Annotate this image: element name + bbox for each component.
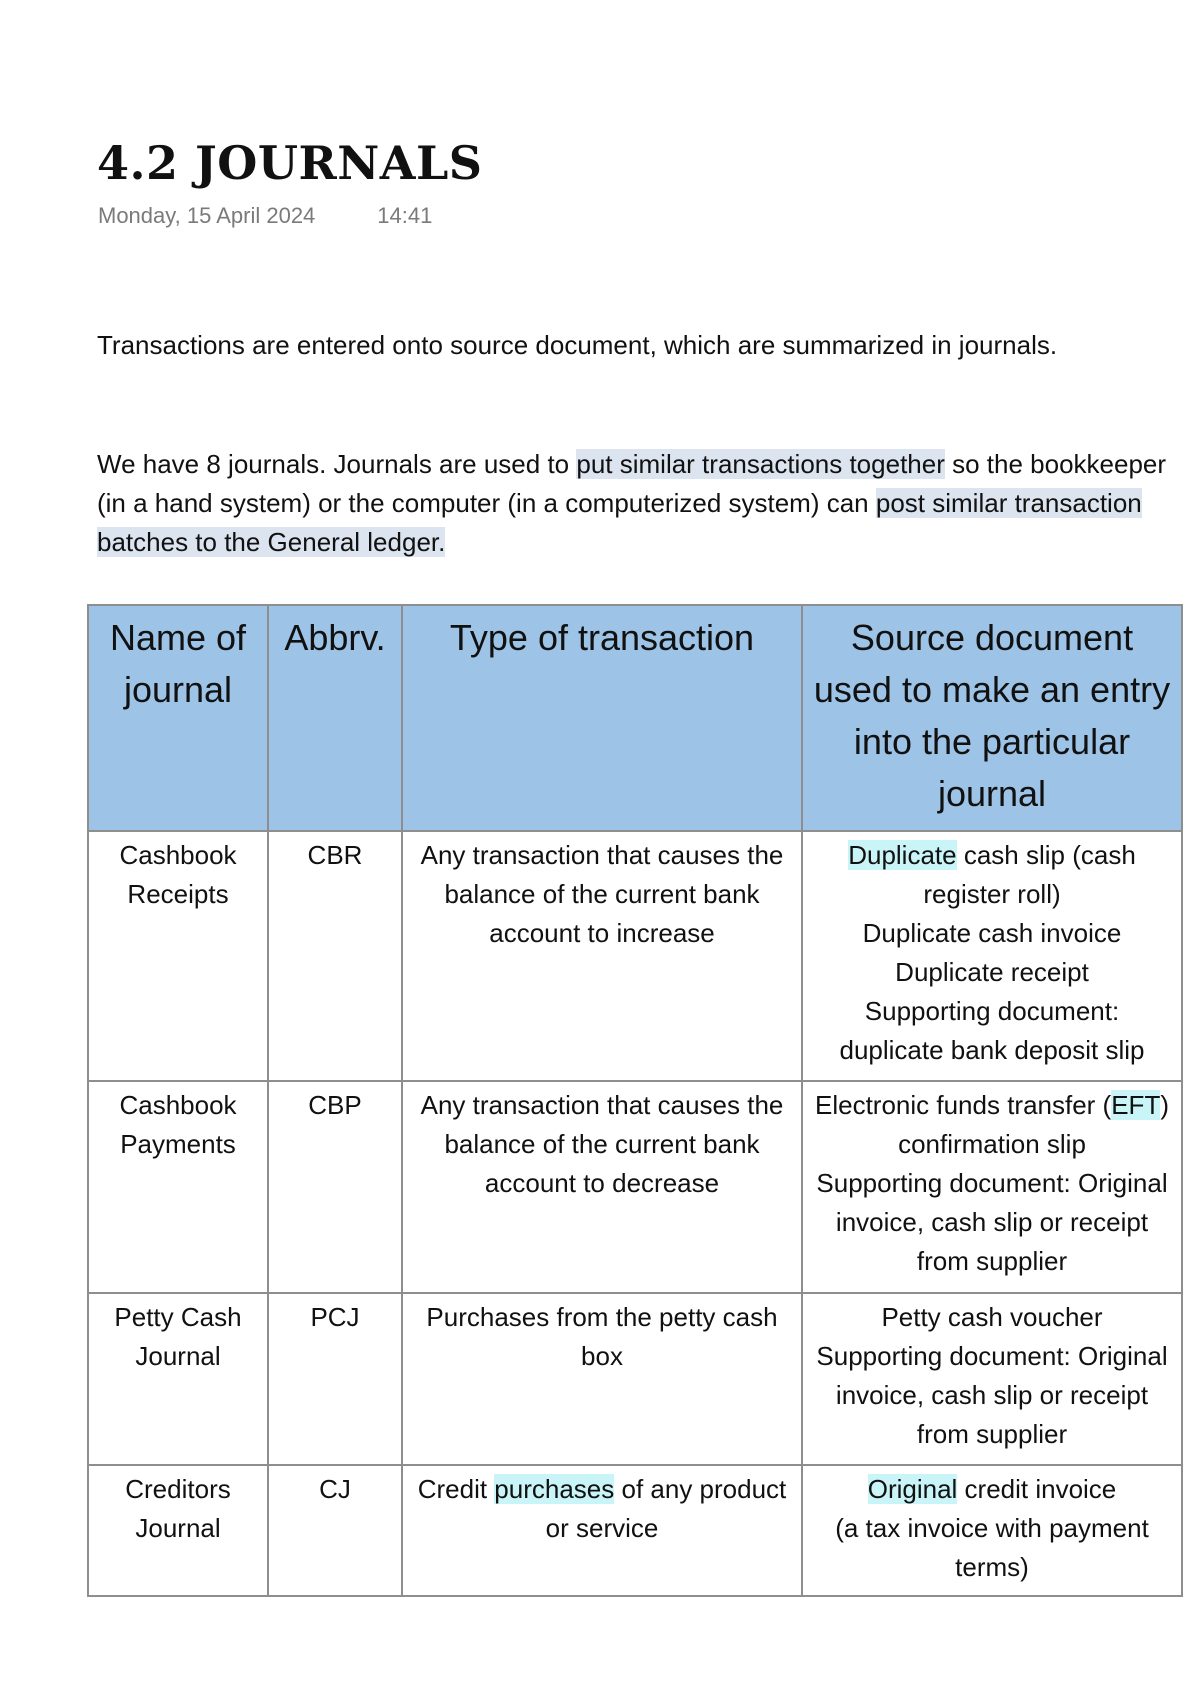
source-line: Duplicate receipt	[895, 957, 1089, 987]
source-line: Petty cash voucher	[881, 1302, 1103, 1332]
source-line: Supporting document: Original invoice, cash slip or receipt from supplier	[816, 1341, 1168, 1449]
highlighted-word: Original	[867, 1474, 958, 1504]
table-row	[88, 1465, 1182, 1596]
header-name-of-journal: Name of journal	[88, 605, 268, 831]
journals-paragraph-text-1: We have 8 journals. Journals are used to	[97, 449, 577, 479]
journal-source-cell	[802, 1081, 1182, 1293]
header-type-of-transaction: Type of transaction	[402, 605, 802, 831]
page-timestamp	[98, 203, 432, 229]
highlighted-word: EFT	[1111, 1090, 1161, 1120]
table-row	[88, 1081, 1182, 1293]
page-date: Monday, 15 April 2024	[98, 203, 316, 228]
source-line: Supporting document: duplicate bank deposit slip	[839, 996, 1145, 1065]
intro-paragraph: Transactions are entered onto source document, which are summarized in journals.	[97, 330, 1058, 360]
header-source-document: Source document used to make an entry into the particular journal	[802, 605, 1182, 831]
source-text: ) confirmation slip	[898, 1090, 1169, 1159]
type-text: Credit	[417, 1474, 495, 1504]
type-text: of any product or service	[545, 1474, 787, 1543]
source-line: Duplicate cash invoice	[862, 918, 1122, 948]
journal-name-cell: Cashbook Payments	[88, 1081, 268, 1293]
page-title: 4.2 JOURNALS	[97, 136, 483, 190]
journal-name-cell: Creditors Journal	[88, 1465, 268, 1596]
highlighted-phrase: put similar transactions together	[576, 449, 945, 479]
journals-paragraph-text-2: so the bookkeeper (in a hand system) or the computer (in a computerized system) can	[97, 449, 1167, 518]
journal-type-cell: Purchases from the petty cash box	[402, 1293, 802, 1465]
source-line: Supporting document: Original invoice, cash slip or receipt from supplier	[816, 1168, 1168, 1276]
journal-source-cell	[802, 831, 1182, 1081]
journal-type-cell: Any transaction that causes the balance of the current bank account to increase	[402, 831, 802, 1081]
journal-abbrv-cell: CBP	[268, 1081, 402, 1293]
journal-abbrv-cell: CJ	[268, 1465, 402, 1596]
journal-name-cell: Petty Cash Journal	[88, 1293, 268, 1465]
journal-abbrv-cell: PCJ	[268, 1293, 402, 1465]
journal-source-cell	[802, 1293, 1182, 1465]
source-line	[811, 1470, 1173, 1509]
journal-name-cell: Cashbook Receipts	[88, 831, 268, 1081]
journals-paragraph	[97, 445, 1177, 562]
journal-abbrv-cell: CBR	[268, 831, 402, 1081]
source-text: credit invoice	[957, 1474, 1117, 1504]
journal-source-cell	[802, 1465, 1182, 1596]
highlighted-phrase-2: post similar transaction batches to the General ledger.	[97, 488, 1142, 557]
source-text: Electronic funds transfer (	[814, 1090, 1112, 1120]
source-line: (a tax invoice with payment terms)	[835, 1513, 1149, 1582]
page-time: 14:41	[377, 203, 433, 228]
header-abbrv: Abbrv.	[268, 605, 402, 831]
journals-table	[87, 604, 1183, 1597]
table-header-row	[88, 605, 1182, 831]
highlighted-word: purchases	[494, 1474, 615, 1504]
table-row	[88, 1293, 1182, 1465]
highlighted-word: Duplicate	[848, 840, 957, 870]
journal-type-cell	[402, 1465, 802, 1596]
table-row	[88, 831, 1182, 1081]
journal-type-cell: Any transaction that causes the balance of the current bank account to decrease	[402, 1081, 802, 1293]
source-line	[811, 1086, 1173, 1164]
source-text: cash slip (cash register roll)	[923, 840, 1136, 909]
source-line	[811, 836, 1173, 914]
